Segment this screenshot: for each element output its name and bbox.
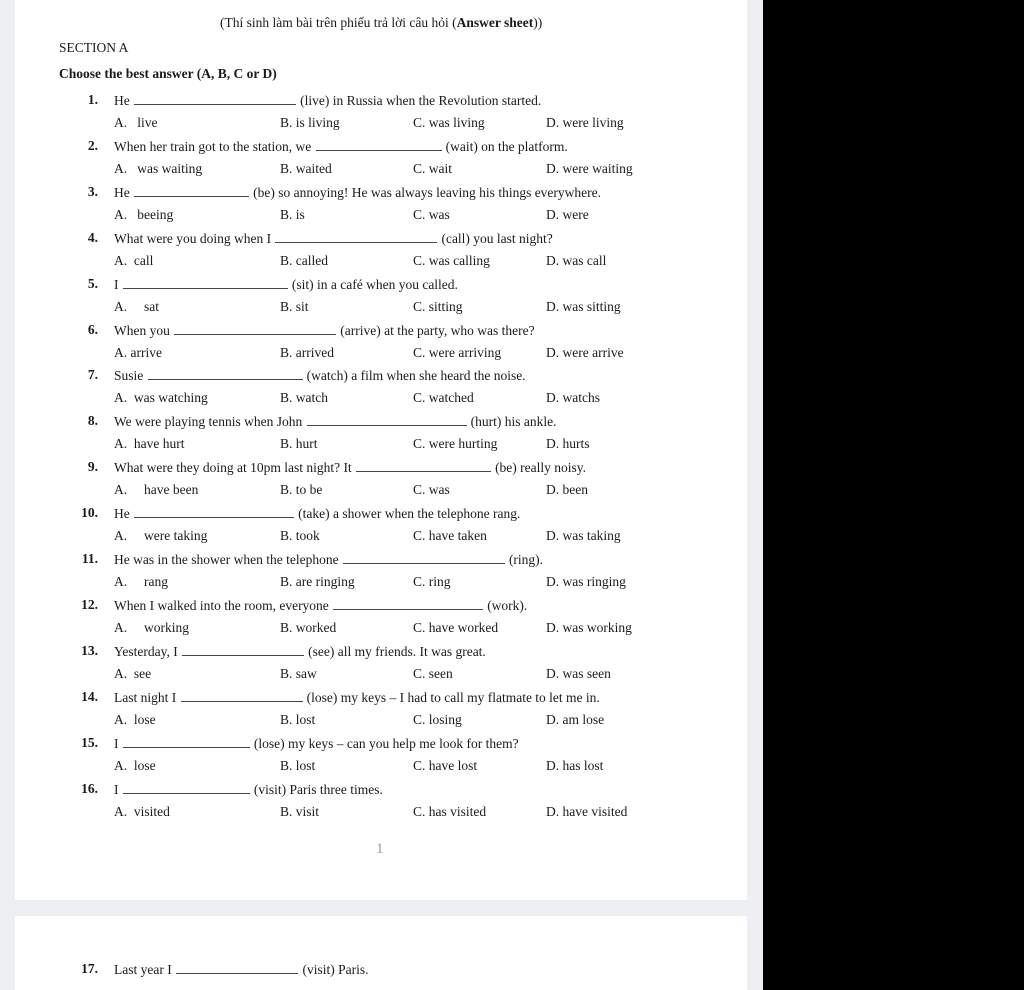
answer-option-c: C. was	[413, 482, 450, 498]
answer-option-a: A. have hurt	[114, 436, 185, 452]
answer-option-d: D. been	[546, 482, 588, 498]
question-number: 5.	[87, 275, 98, 291]
question-number: 15.	[81, 734, 98, 750]
answer-option-a: A. call	[114, 252, 154, 268]
question-number: 13.	[81, 642, 98, 658]
question-number: 12.	[81, 596, 98, 612]
question-number: 2.	[87, 137, 98, 153]
answer-blank	[275, 230, 437, 243]
question-text: Last year I (visit) Paris.	[114, 962, 369, 977]
page-number: 1	[376, 841, 384, 857]
answer-option-b: B. lost	[280, 711, 316, 727]
answer-option-b: B. worked	[280, 619, 337, 635]
question-stem-start: What were you doing when I	[114, 230, 272, 246]
instruction-heading: Choose the best answer (A, B, C or D)	[59, 66, 277, 81]
answer-blank	[181, 689, 303, 702]
question-stem-end: (watch) a film when she heard the noise.	[306, 368, 526, 384]
answer-option-b: B. lost	[280, 757, 316, 773]
answer-option-c: C. wait	[413, 160, 452, 176]
question-stem-end: (be) really noisy.	[495, 460, 587, 476]
document-page-1	[15, 0, 747, 900]
answer-option-a: A. was waiting	[114, 160, 203, 176]
answer-option-d: D. watchs	[546, 390, 600, 406]
question-stem-end: (ring).	[508, 552, 544, 567]
question-number: 8.	[87, 413, 98, 429]
answer-sheet-note: (Thí sinh làm bài trên phiếu trả lời câu hỏi (Answer sheet))	[220, 15, 543, 30]
question-stem-end: (sit) in a café when you called.	[291, 276, 458, 292]
question-text	[114, 597, 527, 614]
answer-option-c: C. ring	[413, 574, 451, 589]
question-stem-start: He	[114, 506, 130, 522]
answer-blank	[316, 138, 442, 151]
question-stem-end: (wait) on the platform.	[445, 138, 568, 154]
question-text	[114, 230, 553, 247]
question-stem-start: He	[114, 93, 130, 108]
answer-blank	[123, 276, 288, 289]
question-stem-end: (lose) my keys – I had to call my flatmate to let me in.	[306, 689, 600, 705]
question-number: 7.	[87, 367, 98, 383]
question-text	[114, 459, 586, 476]
question-number: 9.	[87, 459, 98, 475]
question-number: 10.	[81, 505, 98, 521]
question-stem-end: (hurt) his ankle.	[470, 414, 557, 430]
question-stem-start: I	[114, 781, 119, 797]
answer-option-a: A. were taking	[114, 528, 208, 544]
question-number: 16.	[81, 780, 98, 796]
question-number: 17.	[81, 961, 98, 976]
answer-option-a: A. was watching	[114, 390, 208, 406]
answer-option-c: C. were arriving	[413, 344, 502, 360]
answer-option-d: D. has lost	[546, 757, 604, 773]
question-text	[114, 322, 535, 339]
question-text	[114, 781, 383, 798]
answer-option-d: D. am lose	[546, 711, 605, 727]
answer-option-c: C. losing	[413, 711, 462, 727]
answer-option-b: B. saw	[280, 665, 317, 681]
question-stem-start: Last night I	[114, 689, 177, 705]
document-page-2	[15, 916, 747, 990]
answer-option-c: C. were hurting	[413, 436, 498, 452]
question-text	[114, 276, 458, 293]
question-number: 4.	[87, 229, 98, 245]
answer-option-c: C. was	[413, 206, 450, 222]
question-text	[114, 92, 541, 109]
answer-option-c: C. have worked	[413, 619, 499, 635]
section-title: SECTION A	[59, 40, 129, 55]
answer-option-d: D. was working	[546, 619, 632, 635]
question-stem-end: (see) all my friends. It was great.	[308, 643, 486, 659]
answer-option-a: A. lose	[114, 757, 156, 773]
answer-option-d: D. have visited	[546, 803, 628, 819]
answer-option-d: D. was call	[546, 252, 607, 268]
answer-option-b: B. called	[280, 252, 328, 268]
question-number: 14.	[81, 688, 98, 704]
answer-option-a: A. visited	[114, 803, 170, 819]
question-stem-start: When I walked into the room, everyone	[114, 597, 329, 613]
answer-blank	[134, 505, 294, 518]
answer-option-c: C. sitting	[413, 298, 463, 314]
answer-option-c: C. have lost	[413, 757, 478, 773]
answer-option-b: B. waited	[280, 160, 332, 176]
answer-option-c: C. was living	[413, 115, 485, 130]
question-text	[114, 735, 519, 752]
question-stem-start: I	[114, 735, 119, 751]
answer-option-a: A. lose	[114, 711, 156, 727]
question-stem-end: (be) so annoying! He was always leaving his things everywhere.	[253, 184, 602, 200]
answer-option-c: C. seen	[413, 665, 453, 681]
answer-option-a: A. see	[114, 665, 152, 681]
answer-option-d: D. were	[546, 206, 589, 222]
answer-option-a: A. beeing	[114, 206, 174, 222]
answer-option-b: B. visit	[280, 803, 320, 819]
answer-option-c: C. was calling	[413, 252, 490, 268]
question-text	[114, 643, 486, 660]
question-text	[114, 184, 601, 201]
question-stem-end: (lose) my keys – can you help me look for them?	[253, 735, 519, 751]
answer-blank	[134, 92, 296, 105]
answer-blank	[148, 367, 303, 380]
answer-option-a: A. live	[114, 115, 158, 130]
question-text	[114, 413, 556, 430]
question-stem-start: We were playing tennis when John	[114, 414, 303, 430]
answer-option-b: B. took	[280, 528, 320, 544]
answer-option-b: B. are ringing	[280, 574, 355, 589]
answer-option-b: B. hurt	[280, 436, 318, 452]
answer-option-b: B. sit	[280, 298, 309, 314]
question-stem-end: (take) a shower when the telephone rang.	[298, 506, 521, 522]
answer-option-b: B. arrived	[280, 344, 334, 360]
answer-blank	[182, 643, 304, 656]
question-stem-start: Susie	[114, 368, 144, 384]
answer-option-a: A. rang	[114, 574, 168, 589]
question-stem-start: Yesterday, I	[114, 643, 178, 659]
answer-option-d: D. was seen	[546, 665, 611, 681]
question-text	[114, 689, 600, 706]
answer-option-d: D. was ringing	[546, 574, 626, 589]
question-stem-start: What were they doing at 10pm last night? It	[114, 460, 352, 476]
answer-option-d: D. were waiting	[546, 160, 633, 176]
answer-option-b: B. watch	[280, 390, 328, 406]
question-text	[114, 505, 520, 522]
question-stem-end: (arrive) at the party, who was there?	[340, 322, 535, 338]
answer-blank	[333, 597, 483, 610]
question-text	[114, 367, 526, 384]
answer-option-d: D. was taking	[546, 528, 621, 544]
answer-blank	[176, 961, 298, 974]
question-stem-end: (call) you last night?	[441, 230, 553, 246]
answer-option-a: A. sat	[114, 298, 159, 314]
question-stem-end: (work).	[487, 597, 528, 613]
question-number: 6.	[87, 321, 98, 337]
question-stem-start: He	[114, 184, 130, 200]
question-text	[114, 551, 543, 568]
question-text	[114, 138, 568, 155]
answer-option-d: D. was sitting	[546, 298, 621, 314]
question-stem-start: I	[114, 276, 119, 292]
answer-option-b: B. is	[280, 206, 305, 222]
question-stem-start: He was in the shower when the telephone	[114, 552, 339, 567]
answer-option-d: D. hurts	[546, 436, 590, 452]
answer-blank	[307, 413, 467, 426]
answer-option-c: C. watched	[413, 390, 474, 406]
question-number: 11.	[81, 551, 98, 566]
answer-option-c: C. have taken	[413, 528, 487, 544]
answer-blank	[123, 735, 250, 748]
answer-option-b: B. is living	[280, 115, 340, 130]
answer-option-d: D. were arrive	[546, 344, 624, 360]
question-stem-end: (visit) Paris three times.	[253, 781, 383, 797]
answer-option-d: D. were living	[546, 115, 624, 130]
answer-blank	[356, 459, 491, 472]
question-stem-start: When you	[114, 322, 170, 338]
answer-option-a: A. have been	[114, 482, 199, 498]
question-number: 3.	[87, 183, 98, 199]
answer-option-a: A. arrive	[114, 344, 162, 360]
answer-blank	[174, 322, 336, 335]
question-stem-start: When her train got to the station, we	[114, 138, 312, 154]
answer-blank	[134, 184, 249, 197]
question-stem-end: (live) in Russia when the Revolution started.	[300, 93, 542, 108]
answer-option-b: B. to be	[280, 482, 323, 498]
answer-option-a: A. working	[114, 619, 189, 635]
answer-option-c: C. has visited	[413, 803, 487, 819]
answer-blank	[123, 781, 250, 794]
answer-blank	[343, 551, 505, 564]
question-number: 1.	[87, 92, 98, 107]
